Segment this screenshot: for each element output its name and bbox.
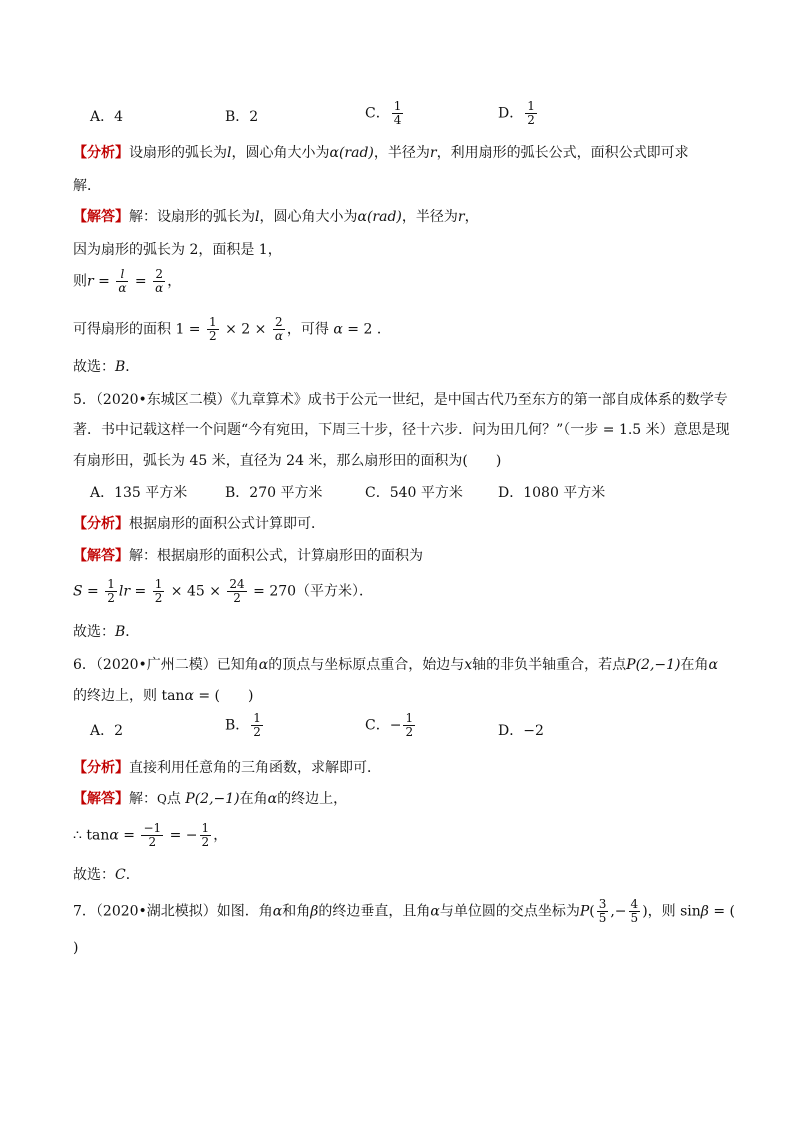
fraction: $\frac{1}{2}$: [154, 577, 163, 605]
fraction: $\frac{4}{5}$: [630, 897, 639, 925]
analysis-tag: 【分析】: [73, 760, 129, 776]
q4-analysis: 【分析】设扇形的弧长为l，圆心角大小为α(rad)，半径为r，利用扇形的弧长公式，面积公式即可求: [73, 145, 689, 161]
q4-options: [90, 100, 730, 134]
fraction: $\frac{24}{2}$: [229, 577, 245, 605]
answer-tag: 【解答】: [73, 791, 129, 807]
q4-choice: 故选：B．: [73, 359, 140, 375]
q6-stem-line1: 6．（2020•广州二模）已知角α的顶点与坐标原点重合，始边与x轴的非负半轴重合，若点P(2,−1)在角α: [73, 657, 718, 673]
q5-stem-line3: 有扇形田，弧长为 45 米，直径为 24 米，那么扇形田的面积为( ): [73, 453, 502, 469]
q4-answer: 【解答】解：设扇形的弧长为l，圆心角大小为α(rad)，半径为r，: [73, 209, 479, 225]
q4-option-d[interactable]: D． $\frac{1}{2}$: [498, 99, 535, 127]
q5-formula: S = $\frac{1}{2}$ lr = $\frac{1}{2}$ × 45 × $\frac{24}{2}$ = 270（平方米）．: [73, 577, 374, 605]
fraction: $\frac{1}{2}$: [405, 711, 414, 739]
fraction: $\frac{-1}{2}$: [143, 821, 162, 849]
fraction: $\frac{l}{\alpha}$: [118, 267, 127, 295]
analysis-tag: 【分析】: [73, 516, 129, 532]
q6-analysis: 【分析】直接利用任意角的三角函数，求解即可．: [73, 760, 381, 776]
q6-options: [90, 712, 730, 748]
fraction: $\frac{1}{2}$: [253, 711, 261, 739]
q6-option-a[interactable]: A．2: [90, 723, 124, 739]
q5-stem-line2: 著．书中记载这样一个问题“今有宛田，下周三十步，径十六步．问为田几何？”（一步 = 1.5 米）意思是现: [73, 422, 730, 438]
q6-answer: 【解答】解：Q点 P(2,−1)在角α的终边上，: [73, 791, 348, 807]
because-symbol: Q: [157, 792, 167, 806]
q5-option-b[interactable]: B．270 平方米: [225, 485, 323, 501]
fraction: $\frac{1}{2}$: [527, 99, 535, 127]
q5-stem-line1: 5．（2020•东城区二模）《九章算术》成书于公元一世纪，是中国古代乃至东方的第一部自成体系的数学专: [73, 392, 728, 408]
q4-answer-line2: 因为扇形的弧长为 2，面积是 1，: [73, 242, 282, 258]
q6-option-d[interactable]: D．−2: [498, 723, 544, 739]
fraction: $\frac{2}{\alpha}$: [274, 315, 283, 343]
fraction: $\frac{1}{2}$: [209, 315, 217, 343]
q6-choice: 故选：C．: [73, 867, 140, 883]
q6-tan-line: ∴ tanα = $\frac{-1}{2}$ = − $\frac{1}{2}$ ，: [73, 821, 228, 849]
fraction: $\frac{1}{2}$: [107, 577, 115, 605]
q4-answer-line3: 则r = $\frac{l}{\alpha}$ = $\frac{2}{\alpha}$ ，: [73, 267, 182, 295]
q6-stem-line2: 的终边上，则 tanα = ( ): [73, 688, 254, 704]
fraction: $\frac{1}{4}$: [393, 99, 402, 127]
q5-analysis: 【分析】根据扇形的面积公式计算即可．: [73, 516, 325, 532]
q5-option-a[interactable]: A．135 平方米: [90, 485, 188, 501]
fraction: $\frac{3}{5}$: [598, 897, 607, 925]
q7-stem-line1: 7．（2020•湖北模拟）如图．角α和角β的终边垂直，且角α与单位圆的交点坐标为P( $\frac{3}{5}$ ,− $\frac{4}{5}$ )，则 sinβ = (: [73, 897, 735, 925]
analysis-tag: 【分析】: [73, 145, 129, 161]
fraction: $\frac{2}{\alpha}$: [155, 267, 164, 295]
q7-stem-line2: ): [73, 940, 79, 956]
q4-answer-line4: 可得扇形的面积 1 = $\frac{1}{2}$ × 2 × $\frac{2}{\alpha}$ ，可得 α = 2 ．: [73, 315, 391, 343]
q4-analysis-cont: 解．: [73, 178, 101, 194]
q4-option-a[interactable]: A．4: [90, 109, 124, 125]
q5-answer: 【解答】解：根据扇形的面积公式，计算扇形田的面积为: [73, 548, 423, 564]
q4-option-c[interactable]: C． $\frac{1}{4}$: [365, 99, 402, 127]
q5-options: [90, 482, 730, 504]
fraction: $\frac{1}{2}$: [201, 821, 210, 849]
q5-option-c[interactable]: C．540 平方米: [365, 485, 463, 501]
q5-choice: 故选：B．: [73, 624, 140, 640]
q6-option-b[interactable]: B． $\frac{1}{2}$: [225, 711, 261, 739]
answer-tag: 【解答】: [73, 548, 129, 564]
q5-option-d[interactable]: D．1080 平方米: [498, 485, 606, 501]
answer-tag: 【解答】: [73, 209, 129, 225]
q4-option-b[interactable]: B．2: [225, 109, 259, 125]
q6-option-c[interactable]: C．− $\frac{1}{2}$: [365, 711, 414, 739]
